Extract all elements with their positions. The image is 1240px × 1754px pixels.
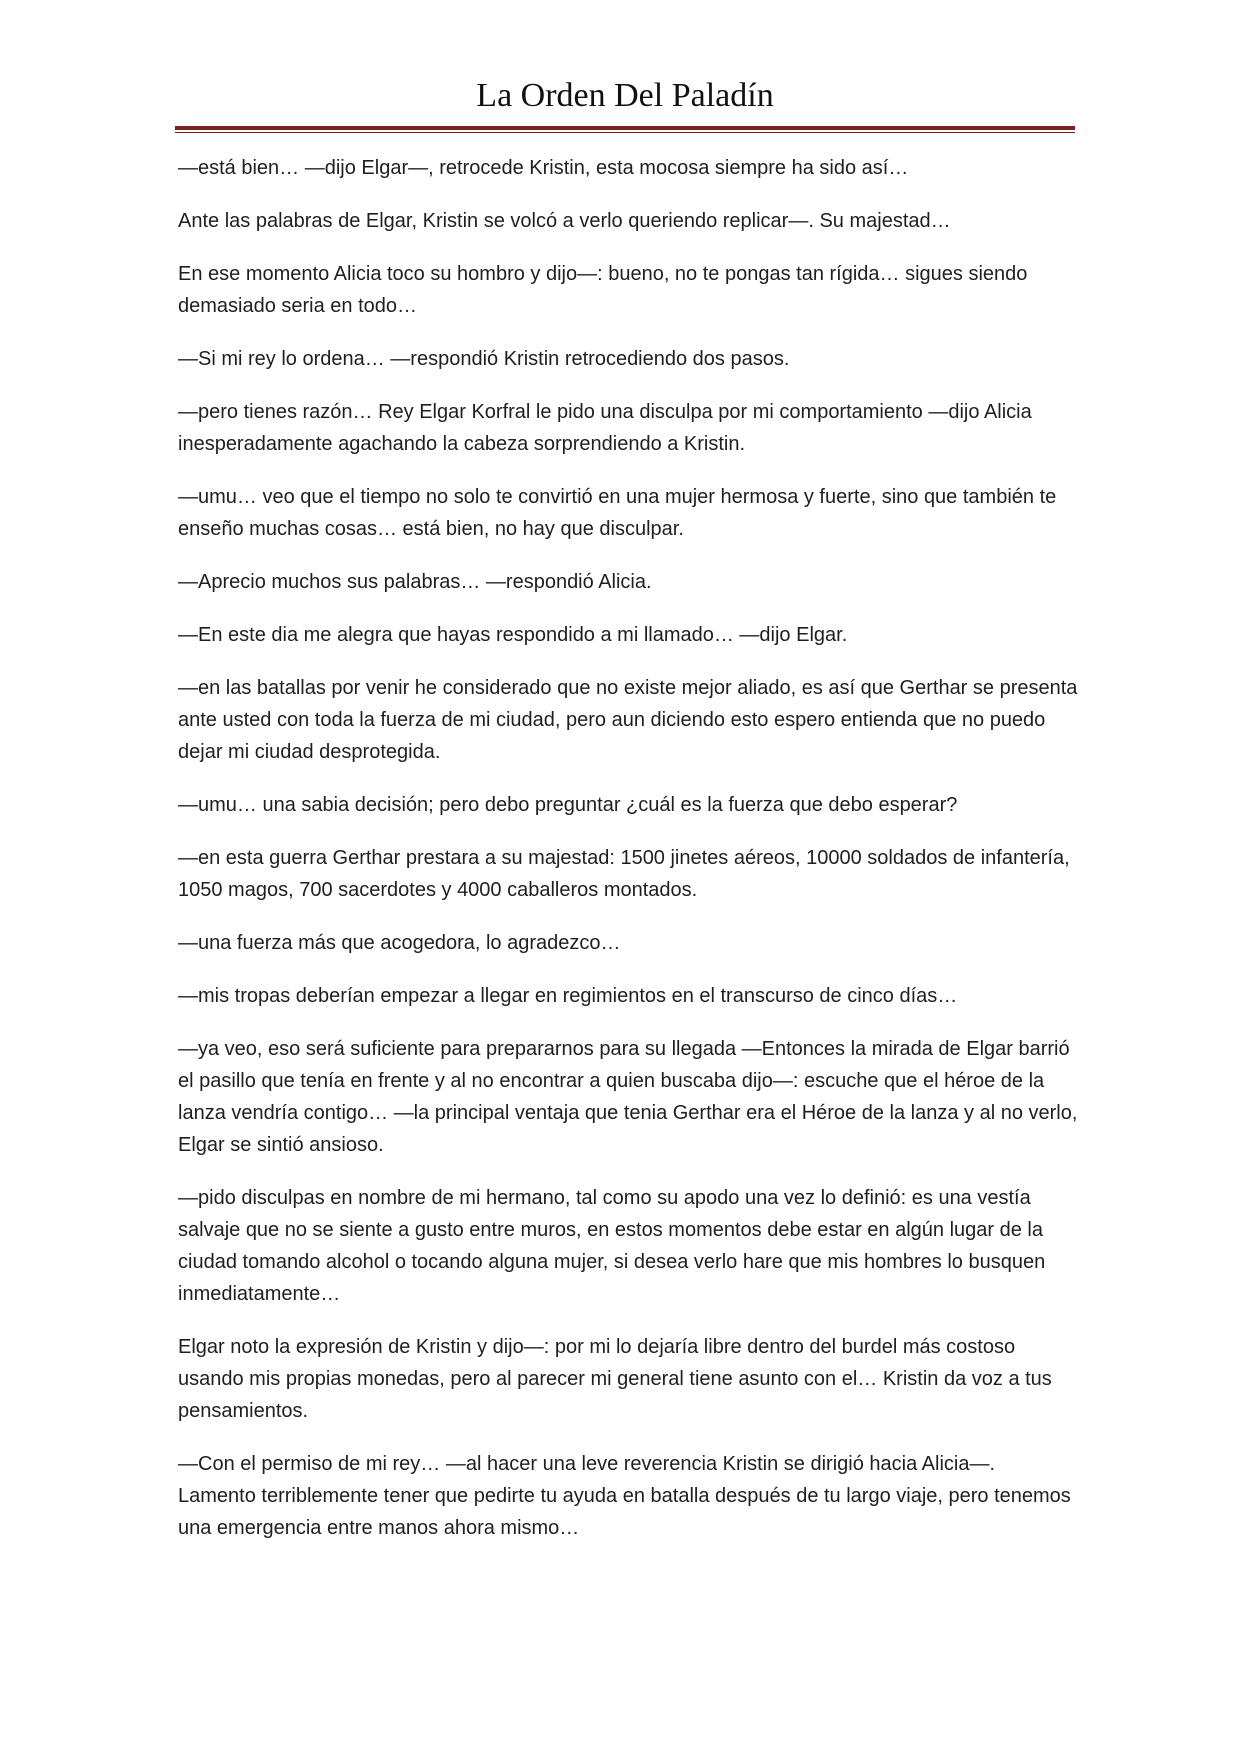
paragraph: —umu… una sabia decisión; pero debo preguntar ¿cuál es la fuerza que debo esperar? xyxy=(178,794,958,816)
paragraph: —Si mi rey lo ordena… —respondió Kristin retrocediendo dos pasos. xyxy=(178,348,790,370)
paragraph: —mis tropas deberían empezar a llegar en regimientos en el transcurso de cinco días… xyxy=(178,985,958,1007)
paragraph: —Aprecio muchos sus palabras… —respondió Alicia. xyxy=(178,571,652,593)
paragraph: —umu… veo que el tiempo no solo te convirtió en una mujer hermosa y fuerte, sino que también te enseño muchas cosas… está bien, no hay que disculpar. xyxy=(178,486,1057,540)
paragraph: Elgar noto la expresión de Kristin y dijo—: por mi lo dejaría libre dentro del burdel más costoso usando mis propias monedas, pero al parecer mi general tiene asunto con el… Kristin da voz a tus pensamientos. xyxy=(178,1336,1052,1422)
paragraph: —una fuerza más que acogedora, lo agradezco… xyxy=(178,932,621,954)
paragraph: —En este dia me alegra que hayas respondido a mi llamado… —dijo Elgar. xyxy=(178,624,848,646)
paragraph: En ese momento Alicia toco su hombro y dijo—: bueno, no te pongas tan rígida… sigues siendo demasiado seria en todo… xyxy=(178,263,1028,317)
paragraph: —ya veo, eso será suficiente para prepararnos para su llegada —Entonces la mirada de Elgar barrió el pasillo que tenía en frente y al no encontrar a quien buscaba dijo—: escuche que el héroe de la lanza vendría contigo… —la principal ventaja que tenia Gerthar era el Héroe de la lanza y al no verlo, Elgar se sintió ansioso. xyxy=(178,1038,1078,1156)
paragraph: —pido disculpas en nombre de mi hermano, tal como su apodo una vez lo definió: es una vestía salvaje que no se siente a gusto entre muros, en estos momentos debe estar en algún lugar de la ciudad tomando alcohol o tocando alguna mujer, si desea verlo hare que mis hombres lo busquen inmediatamente… xyxy=(178,1187,1046,1305)
body-text xyxy=(178,152,1078,1565)
header-rule xyxy=(175,126,1075,130)
book-title: La Orden Del Paladín xyxy=(476,77,774,114)
paragraph: —pero tienes razón… Rey Elgar Korfral le pido una disculpa por mi comportamiento —dijo Alicia inesperadamente agachando la cabeza sorprendiendo a Kristin. xyxy=(178,401,1032,455)
paragraph: —está bien… —dijo Elgar—, retrocede Kristin, esta mocosa siempre ha sido así… xyxy=(178,157,909,179)
paragraph: —en esta guerra Gerthar prestara a su majestad: 1500 jinetes aéreos, 10000 soldados de infantería, 1050 magos, 700 sacerdotes y 4000 caballeros montados. xyxy=(178,847,1070,901)
header-rule-thin xyxy=(175,132,1075,133)
paragraph: —en las batallas por venir he considerado que no existe mejor aliado, es así que Gerthar se presenta ante usted con toda la fuerza de mi ciudad, pero aun diciendo esto espero entienda que no puedo dejar mi ciudad desprotegida. xyxy=(178,677,1078,763)
page-header xyxy=(175,70,1075,133)
paragraph: —Con el permiso de mi rey… —al hacer una leve reverencia Kristin se dirigió hacia Alicia—. Lamento terriblemente tener que pedirte tu ayuda en batalla después de tu largo viaje, pero tenemos una emergencia entre manos ahora mismo… xyxy=(178,1453,1071,1539)
paragraph: Ante las palabras de Elgar, Kristin se volcó a verlo queriendo replicar—. Su majestad… xyxy=(178,210,951,232)
